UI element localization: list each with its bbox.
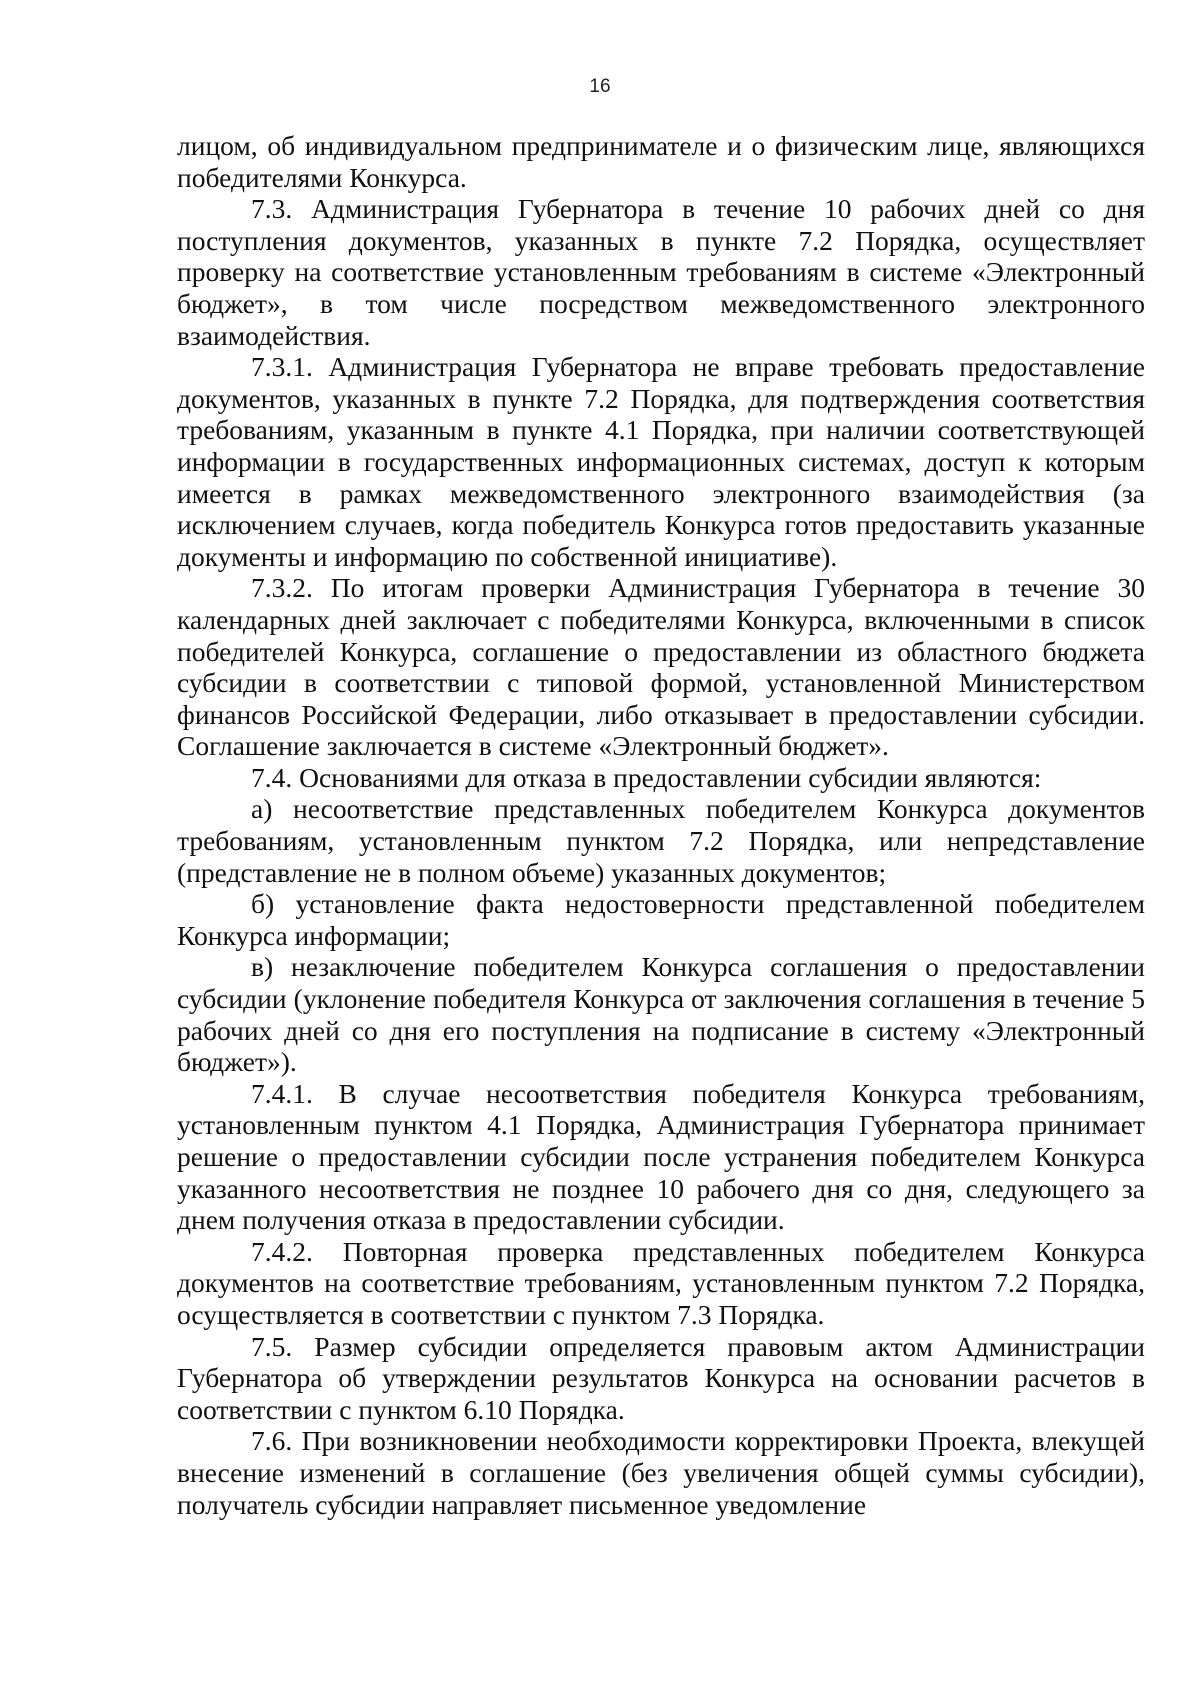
paragraph-7-4-a: а) несоответствие представленных победителем Конкурса документов требованиям, установленным пунктом 7.2 Порядка, или непредставление (представление не в полном объеме) указанных документов; xyxy=(177,793,1145,888)
paragraph-7-3: 7.3. Администрация Губернатора в течение 10 рабочих дней со дня поступления документов, указанных в пункте 7.2 Порядка, осуществляет проверку на соответствие установленным требованиям в системе «Электронный бюджет», в том числе посредством межведомственного электронного взаимодействия. xyxy=(177,193,1145,351)
paragraph-7-3-1: 7.3.1. Администрация Губернатора не вправе требовать предоставление документов, указанных в пункте 7.2 Порядка, для подтверждения соответствия требованиям, указанным в пункте 4.1 Порядка, при наличии соответствующей информации в государственных информационных системах, доступ к которым имеется в рамках межведомственного электронного взаимодействия (за исключением случаев, когда победитель Конкурса готов предоставить указанные документы и информацию по собственной инициативе). xyxy=(177,351,1145,572)
paragraph-7-4-v: в) незаключение победителем Конкурса соглашения о предоставлении субсидии (уклонение победителя Конкурса от заключения соглашения в течение 5 рабочих дней со дня его поступления на подписание в систему «Электронный бюджет»). xyxy=(177,951,1145,1078)
page-number: 16 xyxy=(589,76,611,97)
document-body xyxy=(177,130,1145,1520)
paragraph-7-3-2: 7.3.2. По итогам проверки Администрация Губернатора в течение 30 календарных дней заключает с победителями Конкурса, включенными в список победителей Конкурса, соглашение о предоставлении из областного бюджета субсидии в соответствии с типовой формой, установленной Министерством финансов Российской Федерации, либо отказывает в предоставлении субсидии. Соглашение заключается в системе «Электронный бюджет». xyxy=(177,572,1145,762)
paragraph-continuation: лицом, об индивидуальном предпринимателе и о физическим лице, являющихся победителями Конкурса. xyxy=(177,130,1145,193)
paragraph-7-4-1: 7.4.1. В случае несоответствия победителя Конкурса требованиям, установленным пунктом 4.1 Порядка, Администрация Губернатора принимает решение о предоставлении субсидии после устранения победителем Конкурса указанного несоответствия не позднее 10 рабочего дня со дня, следующего за днем получения отказа в предоставлении субсидии. xyxy=(177,1077,1145,1236)
paragraph-7-4-2: 7.4.2. Повторная проверка представленных победителем Конкурса документов на соответствие требованиям, установленным пунктом 7.2 Порядка, осуществляется в соответствии с пунктом 7.3 Порядка. xyxy=(177,1235,1145,1330)
paragraph-7-5: 7.5. Размер субсидии определяется правовым актом Администрации Губернатора об утверждении результатов Конкурса на основании расчетов в соответствии с пунктом 6.10 Порядка. xyxy=(177,1330,1145,1425)
paragraph-7-6: 7.6. При возникновении необходимости корректировки Проекта, влекущей внесение изменений в соглашение (без увеличения общей суммы субсидии), получатель субсидии направляет письменное уведомление xyxy=(177,1425,1145,1520)
paragraph-7-4: 7.4. Основаниями для отказа в предоставлении субсидии являются: xyxy=(251,761,1042,793)
paragraph-7-4-b: б) установление факта недостоверности представленной победителем Конкурса информации; xyxy=(177,888,1145,951)
